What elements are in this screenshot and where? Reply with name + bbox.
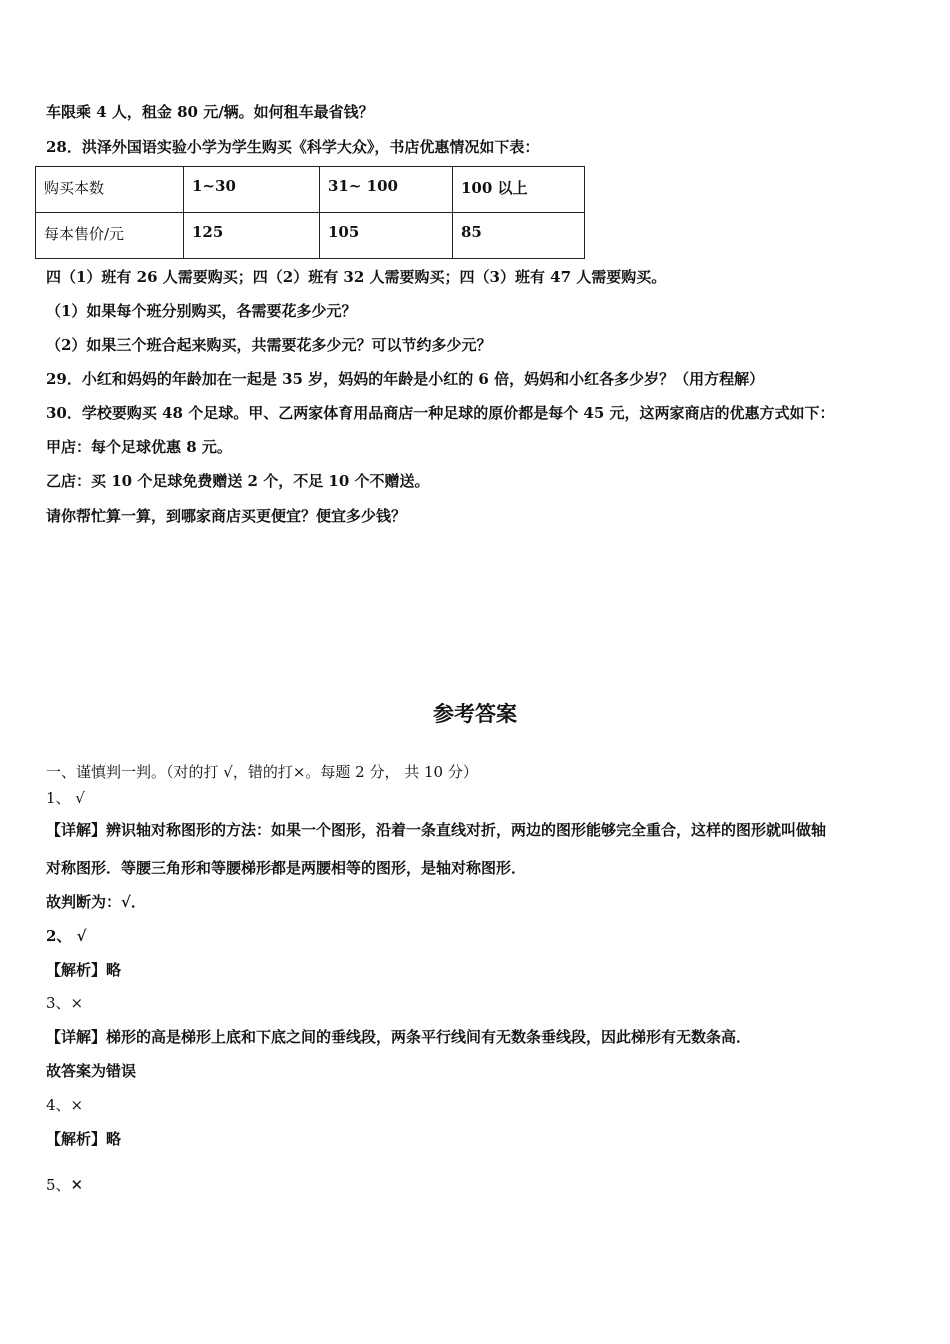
question-28: 28．洪泽外国语实验小学为学生购买《科学大众》，书店优惠情况如下表： (46, 138, 540, 156)
answer-item: 2、 √ (46, 927, 87, 945)
table-row (36, 213, 585, 259)
table-cell: 105 (320, 213, 453, 259)
table-cell: 1~30 (184, 167, 320, 213)
answer-item: 4、× (46, 1096, 84, 1114)
text-line: （1）如果每个班分别购买，各需要花多少元？ (46, 302, 357, 320)
table-cell: 125 (184, 213, 320, 259)
section-heading: 一、谨慎判一判。（对的打 √，错的打×。每题 2 分， 共 10 分） (46, 763, 478, 781)
answer-item: 1、 √ (46, 789, 85, 807)
table-cell: 85 (453, 213, 585, 259)
text-line: 乙店：买 10 个足球免费赠送 2 个，不足 10 个不赠送。 (46, 472, 430, 490)
answer-detail: 【解析】略 (46, 1130, 122, 1148)
text-line: 甲店：每个足球优惠 8 元。 (46, 438, 232, 456)
table-cell: 31~ 100 (320, 167, 453, 213)
answer-detail: 【详解】梯形的高是梯形上底和下底之间的垂线段，两条平行线间有无数条垂线段，因此梯形有无数条高． (46, 1028, 752, 1046)
answer-detail: 故答案为错误 (46, 1062, 137, 1080)
text-line: 四（1）班有 26 人需要购买；四（2）班有 32 人需要购买；四（3）班有 47 人需要购买。 (46, 268, 667, 286)
answer-detail: 【解析】略 (46, 961, 122, 979)
answer-detail: 故判断为：√． (46, 893, 146, 911)
text-line: 请你帮忙算一算，到哪家商店买更便宜？便宜多少钱？ (46, 507, 407, 525)
answer-item: 5、✕ (46, 1176, 84, 1194)
question-30: 30．学校要购买 48 个足球。甲、乙两家体育用品商店一种足球的原价都是每个 45 元，这两家商店的优惠方式如下： (46, 404, 835, 422)
text-line: 车限乘 4 人，租金 80 元/辆。如何租车最省钱？ (46, 103, 374, 121)
discount-table (35, 166, 585, 259)
question-29: 29．小红和妈妈的年龄加在一起是 35 岁，妈妈的年龄是小红的 6 倍，妈妈和小红各多少岁？（用方程解） (46, 370, 765, 388)
answer-detail: 对称图形．等腰三角形和等腰梯形都是两腰相等的图形，是轴对称图形． (46, 859, 527, 877)
answer-detail: 【详解】辨识轴对称图形的方法：如果一个图形，沿着一条直线对折，两边的图形能够完全重合，这样的图形就叫做轴 (46, 821, 827, 839)
table-row (36, 167, 585, 213)
table-cell: 100 以上 (453, 167, 585, 213)
text-line: （2）如果三个班合起来购买，共需要花多少元？可以节约多少元？ (46, 336, 492, 354)
table-cell: 每本售价/元 (36, 213, 184, 259)
answer-item: 3、× (46, 994, 84, 1012)
answer-title: 参考答案 (433, 702, 517, 726)
table-cell: 购买本数 (36, 167, 184, 213)
